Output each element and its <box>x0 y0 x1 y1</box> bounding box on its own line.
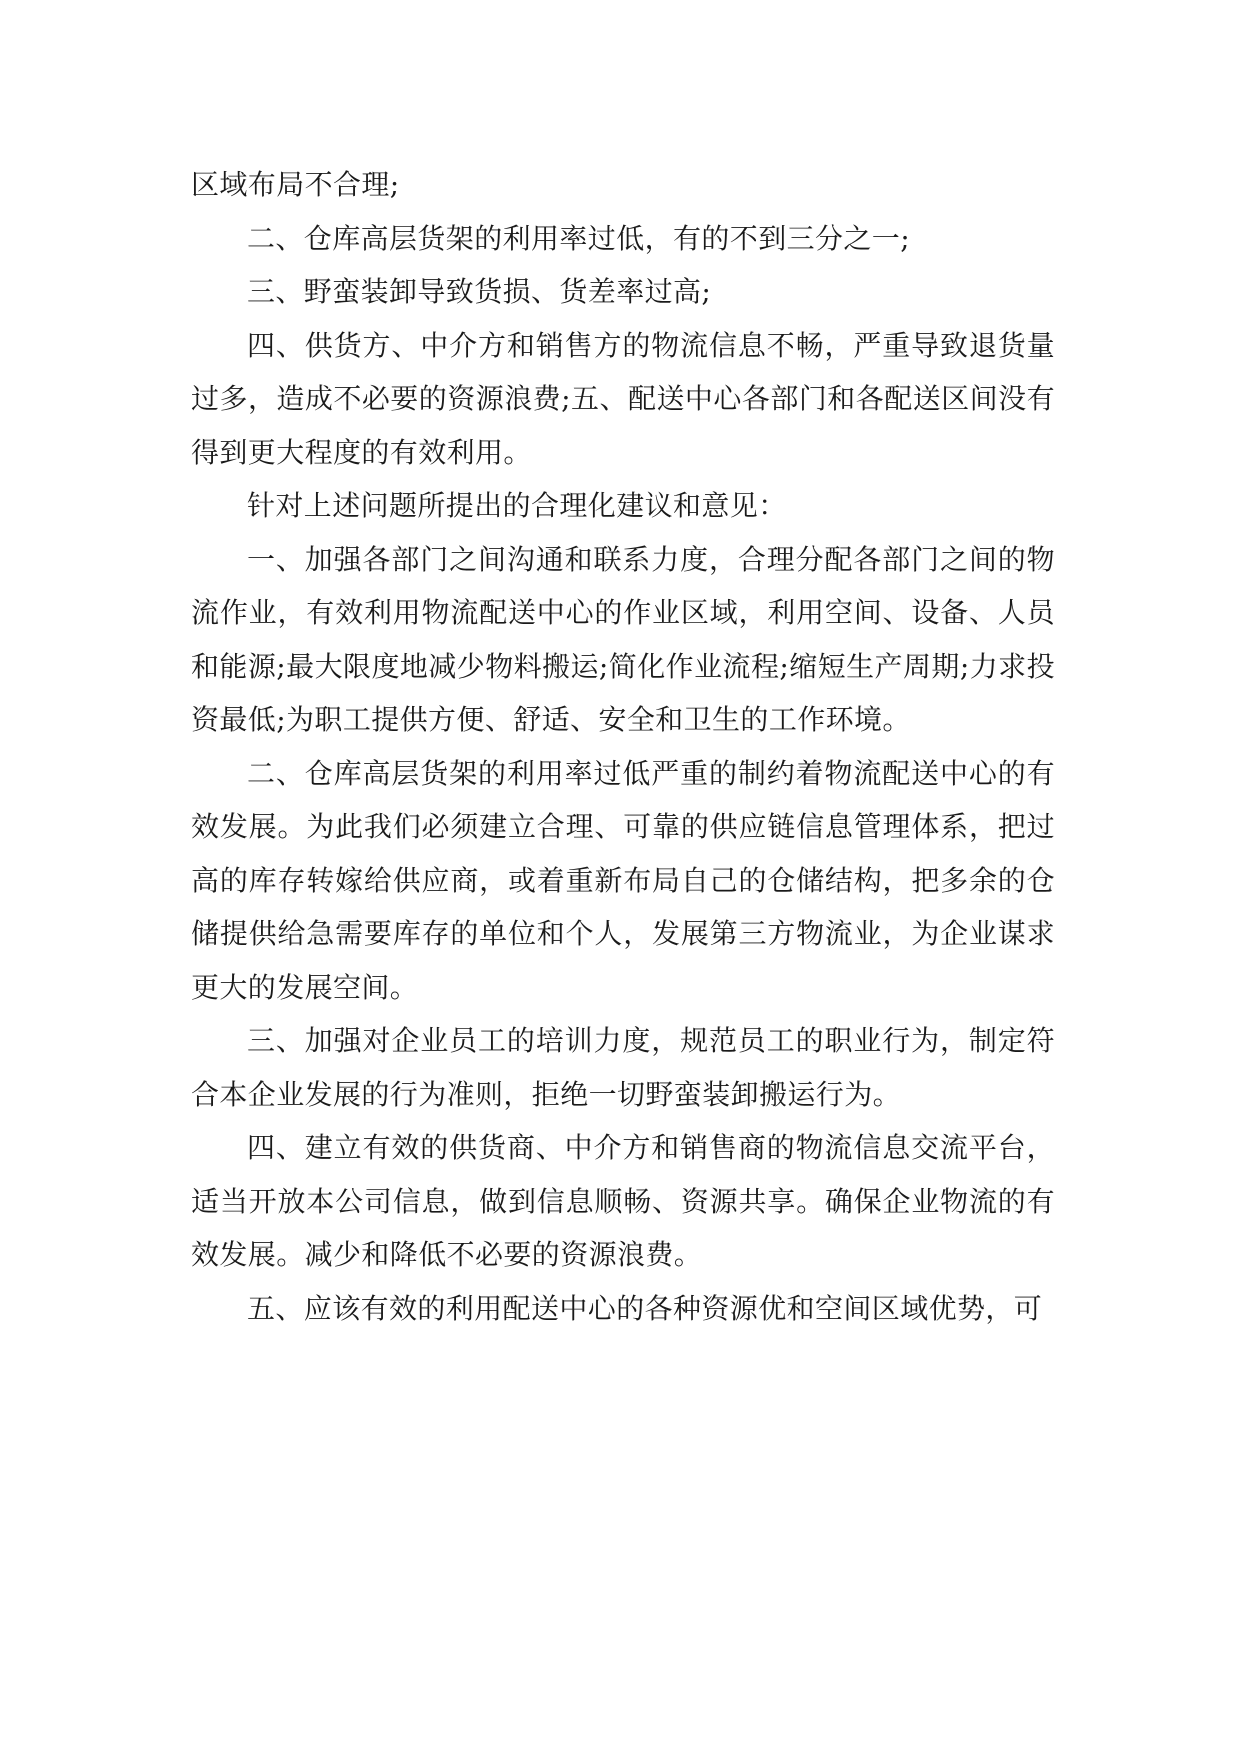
document-body <box>191 158 1055 1335</box>
paragraph-6: 一、加强各部门之间沟通和联系力度，合理分配各部门之间的物流作业，有效利用物流配送中心的作业区域，利用空间、设备、人员和能源;最大限度地减少物料搬运;简化作业流程;缩短生产周期;力求投资最低;为职工提供方便、舒适、安全和卫生的工作环境。 <box>191 542 1055 736</box>
paragraph-2: 二、仓库高层货架的利用率过低，有的不到三分之一; <box>247 221 911 255</box>
paragraph-1: 区域布局不合理; <box>191 168 400 201</box>
paragraph-5: 针对上述问题所提出的合理化建议和意见： <box>247 489 787 522</box>
paragraph-9: 四、建立有效的供货商、中介方和销售商的物流信息交流平台，适当开放本公司信息，做到信息顺畅、资源共享。确保企业物流的有效发展。减少和降低不必要的资源浪费。 <box>191 1131 1055 1271</box>
paragraph-8: 三、加强对企业员工的培训力度，规范员工的职业行为，制定符合本企业发展的行为准则，拒绝一切野蛮装卸搬运行为。 <box>191 1024 1055 1111</box>
paragraph-4: 四、供货方、中介方和销售方的物流信息不畅，严重导致退货量过多，造成不必要的资源浪费;五、配送中心各部门和各配送区间没有得到更大程度的有效利用。 <box>191 328 1055 469</box>
paragraph-3: 三、野蛮装卸导致货损、货差率过高; <box>247 275 712 308</box>
paragraph-10: 五、应该有效的利用配送中心的各种资源优和空间区域优势，可 <box>247 1291 1043 1325</box>
paragraph-7: 二、仓库高层货架的利用率过低严重的制约着物流配送中心的有效发展。为此我们必须建立合理、可靠的供应链信息管理体系，把过高的库存转嫁给供应商，或着重新布局自己的仓储结构，把多余的仓储提供给急需要库存的单位和个人，发展第三方物流业，为企业谋求更大的发展空间。 <box>191 756 1055 1004</box>
